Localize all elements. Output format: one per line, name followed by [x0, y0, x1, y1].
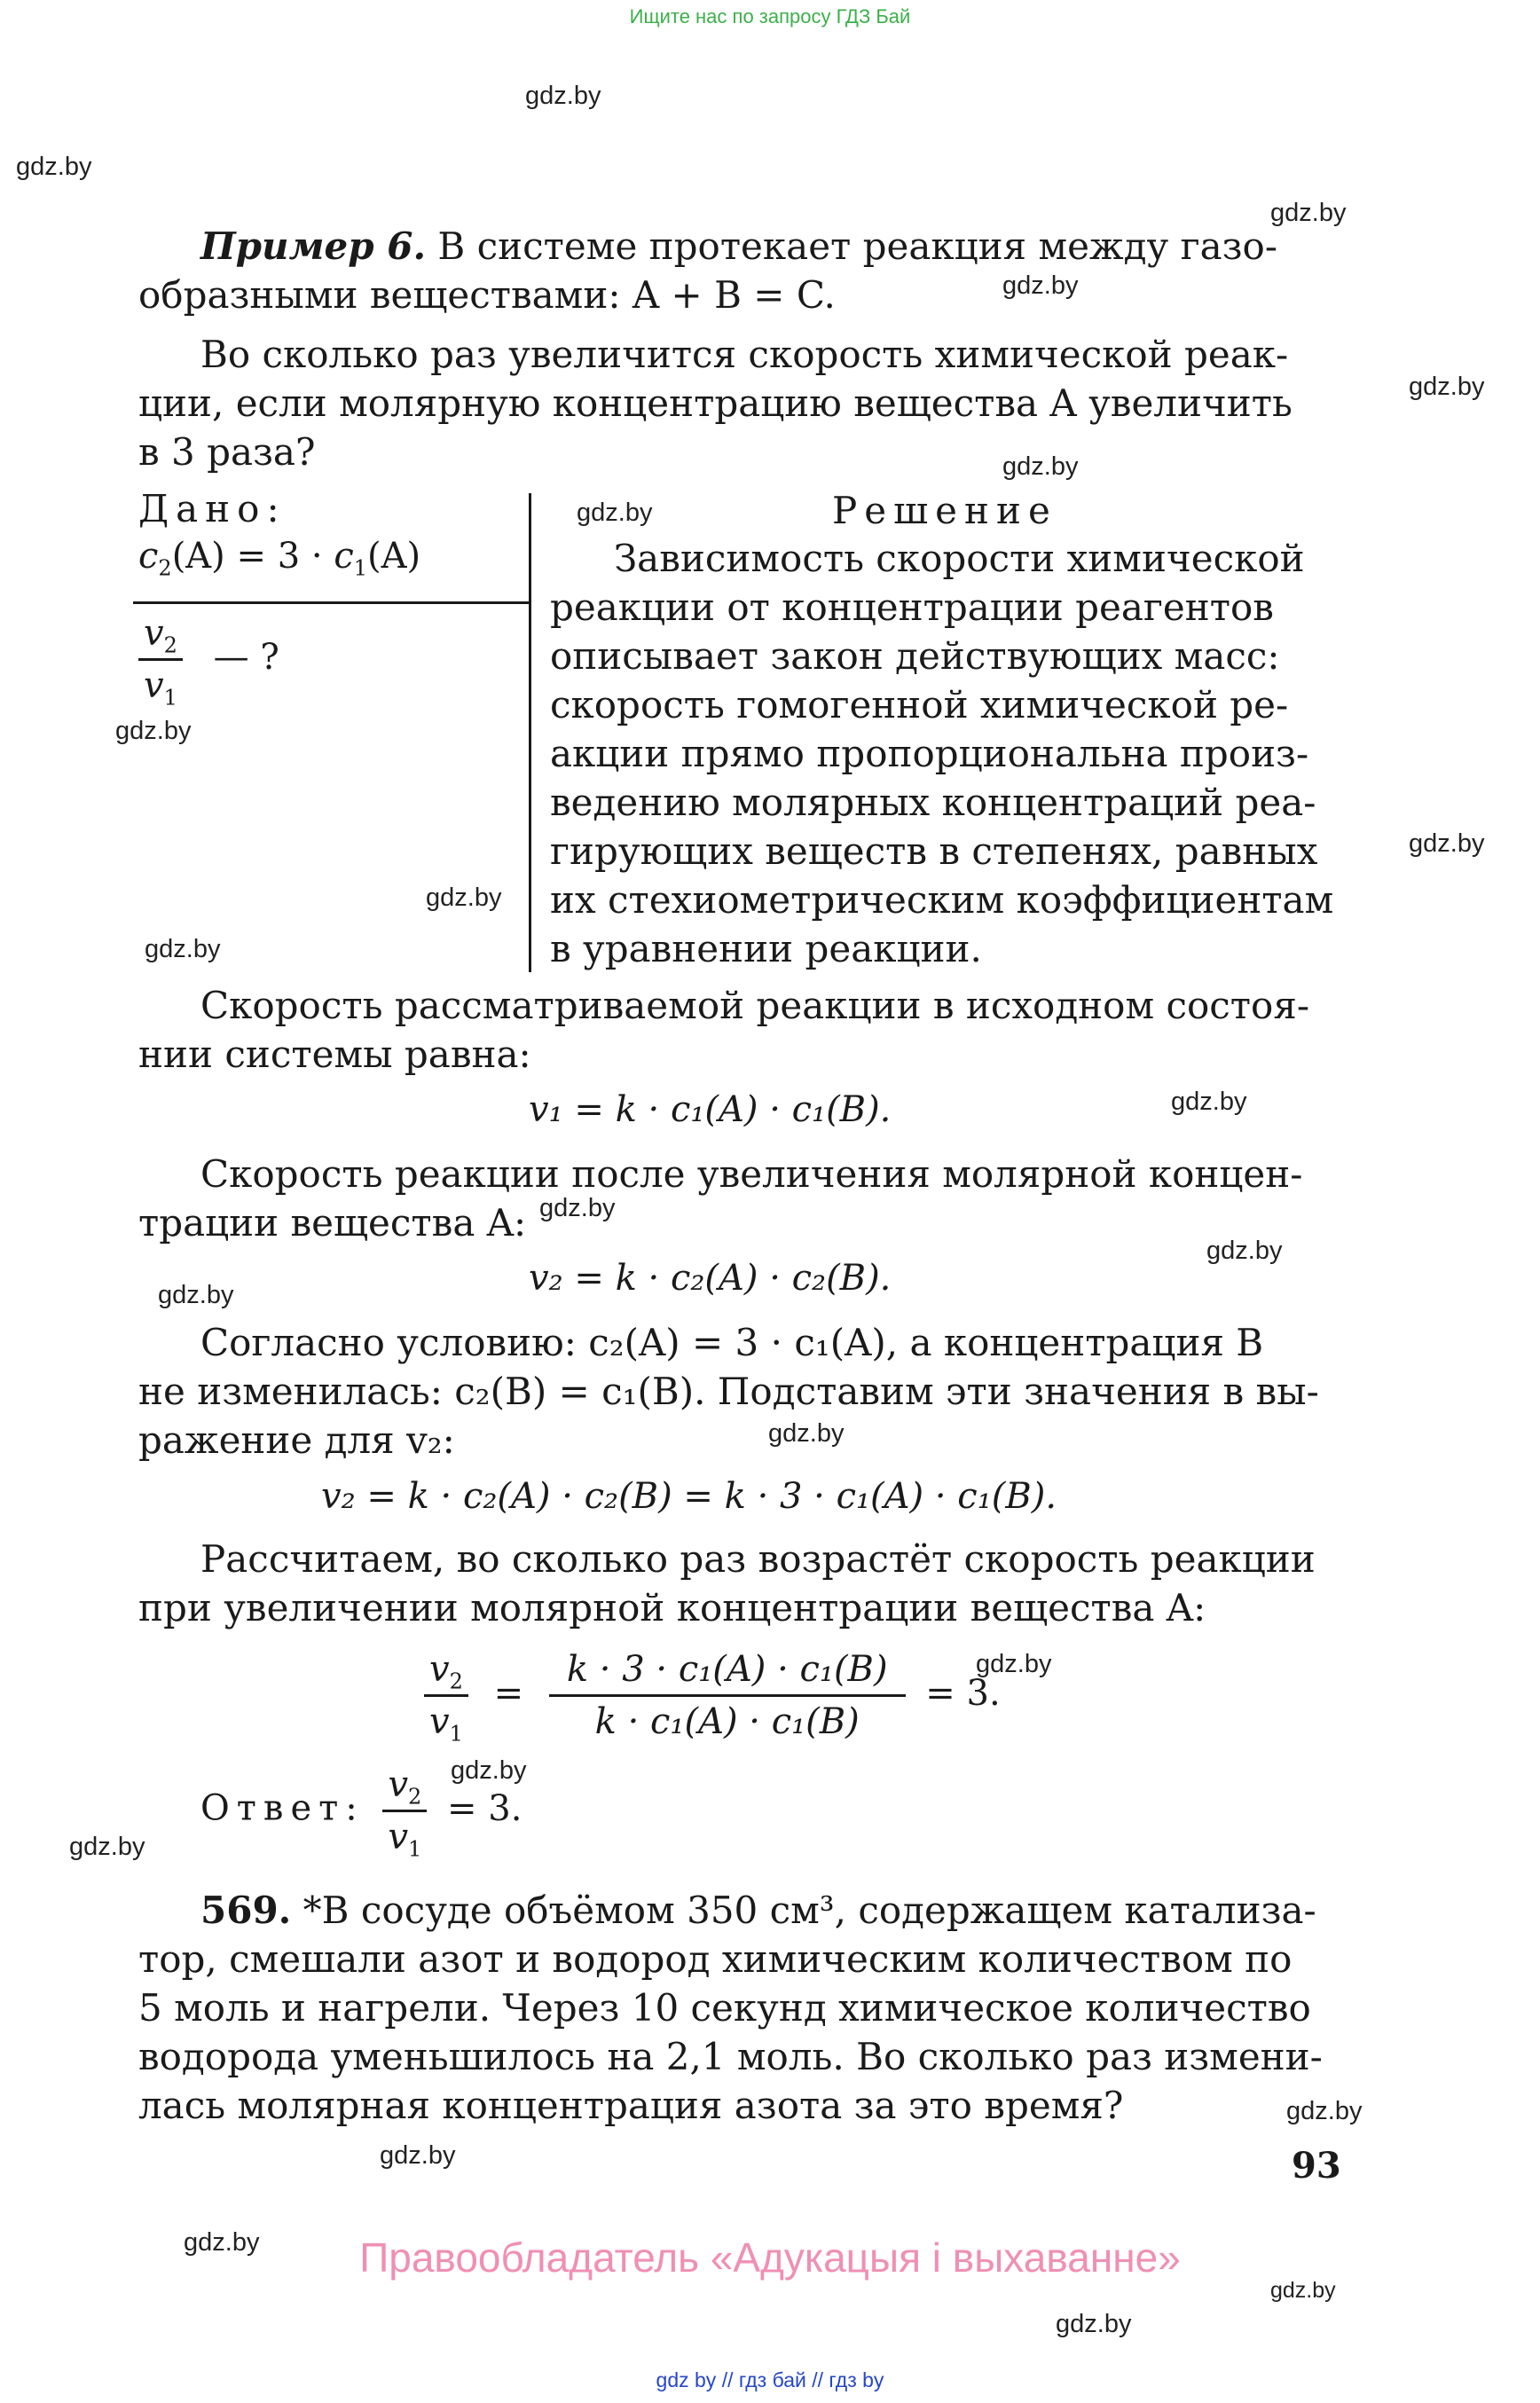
answer-result: = 3. — [447, 1787, 522, 1829]
solution-line: скорость гомогенной химической ре- — [550, 683, 1289, 726]
watermark: gdz.by — [1002, 271, 1079, 300]
find-tail: — ? — [213, 636, 279, 678]
example-line-2: образными веществами: A + B = C. — [138, 273, 836, 317]
example-label: Пример 6. — [200, 224, 427, 268]
solution-line: акции прямо пропорциональна произ- — [550, 732, 1309, 775]
watermark: gdz.by — [380, 2141, 456, 2170]
paragraph-line: не изменилась: c₂(B) = c₁(B). Подставим эти значения в вы- — [138, 1370, 1319, 1413]
problem-line: лась молярная концентрация азота за это время? — [138, 2084, 1124, 2127]
paragraph-line: при увеличении молярной концентрации вещества A: — [138, 1586, 1206, 1629]
solution-line: их стехиометрическим коэффициентам — [550, 878, 1334, 922]
problem-line: 5 моль и нагрели. Через 10 секунд химическое количество — [138, 1986, 1311, 2030]
answer — [200, 1760, 522, 1862]
watermark: gdz.by — [16, 153, 92, 181]
problem-number: 569. — [200, 1889, 292, 1932]
watermark: gdz.by — [525, 82, 601, 110]
given-divider — [133, 601, 529, 604]
paragraph-line: трации вещества A: — [138, 1201, 527, 1245]
watermark: gdz.by — [577, 499, 653, 527]
problem-text: *В сосуде объёмом 350 см³, содержащем катализа- — [291, 1889, 1316, 1932]
watermark: gdz.by — [1270, 199, 1347, 227]
given-rhs-sub: 1 — [353, 555, 368, 581]
watermark: gdz.by — [1409, 829, 1485, 858]
formula-v2-substituted: v₂ = k · c₂(A) · c₂(B) = k · 3 · c₁(A) · c₁(B). — [321, 1476, 1057, 1517]
solution-line: реакции от концентрации реагентов — [550, 585, 1274, 629]
watermark: gdz.by — [976, 1650, 1052, 1678]
question-line: ции, если молярную концентрацию вещества A увеличить — [138, 381, 1292, 425]
watermark: gdz.by — [1056, 2310, 1132, 2338]
watermark: gdz.by — [768, 1419, 845, 1448]
paragraph-line: Рассчитаем, во сколько раз возрастёт скорость реакции — [200, 1537, 1316, 1581]
copyright-notice: Правообладатель «Адукацыя і выхаванне» — [359, 2234, 1181, 2281]
given-rhs: c — [334, 536, 354, 577]
watermark: gdz.by — [69, 1833, 145, 1861]
watermark: gdz.by — [426, 883, 502, 912]
paragraph-line: Скорость рассматриваемой реакции в исходном состоя- — [200, 984, 1310, 1027]
paragraph-line: Скорость реакции после увеличения молярной концен- — [200, 1152, 1303, 1196]
problem-line: тор, смешали азот и водород химическим количеством по — [138, 1937, 1292, 1981]
ratio-numerator: k · 3 · c₁(A) · c₁(B) — [549, 1645, 906, 1697]
question-line: в 3 раза? — [138, 430, 316, 474]
solution-line: описывает закон действующих масс: — [550, 634, 1280, 678]
solution-line: Зависимость скорости химической — [614, 537, 1305, 580]
solution-line: гирующих веществ в степенях, равных — [550, 829, 1318, 873]
watermark: gdz.by — [1206, 1237, 1283, 1265]
paragraph-line: нии системы равна: — [138, 1033, 531, 1076]
watermark: gdz.by — [1270, 2278, 1336, 2303]
given-rhs-arg: (A) — [367, 536, 421, 577]
watermark: gdz.by — [1409, 373, 1485, 401]
given-condition — [138, 536, 421, 581]
given-title: Дано: — [138, 487, 287, 530]
ratio-formula — [424, 1645, 1001, 1747]
watermark: gdz.by — [539, 1194, 616, 1222]
question-line: Во сколько раз увеличится скорость химической реак- — [200, 333, 1289, 376]
top-banner[interactable]: Ищите нас по запросу ГДЗ Бай — [629, 5, 911, 27]
solution-line: ведению молярных концентраций реа- — [550, 781, 1316, 824]
problem-line-1 — [200, 1886, 1316, 1935]
given-lhs-sub: 2 — [158, 555, 172, 581]
ratio-denominator: k · c₁(A) · c₁(B) — [594, 1701, 860, 1742]
footer-links[interactable]: gdz by // гдз бай // гдз by — [656, 2368, 884, 2391]
ratio-left-fraction: $\frac{v_2}{v_1}$ — [424, 1645, 468, 1747]
solution-line: в уравнении реакции. — [550, 927, 982, 970]
ratio-result: = 3. — [925, 1672, 1001, 1714]
watermark: gdz.by — [158, 1281, 234, 1309]
solution-title: Решение — [832, 489, 1057, 532]
given-lhs: c — [138, 536, 159, 577]
watermark: gdz.by — [115, 717, 192, 745]
paragraph-line: ражение для v₂: — [138, 1418, 455, 1462]
ratio-right-fraction — [549, 1645, 906, 1747]
watermark: gdz.by — [451, 1756, 527, 1785]
given-lhs-arg: (A) = 3 · — [171, 536, 334, 577]
page-number: 93 — [1292, 2145, 1341, 2187]
watermark: gdz.by — [145, 935, 221, 963]
find-quantity — [138, 609, 279, 711]
formula-v2: v₂ = k · c₂(A) · c₂(B). — [529, 1258, 892, 1299]
watermark: gdz.by — [1002, 452, 1079, 481]
equals-sign: = — [493, 1672, 524, 1714]
watermark: gdz.by — [1286, 2097, 1363, 2125]
answer-label: Ответ: — [200, 1787, 365, 1829]
problem-line: водорода уменьшилось на 2,1 моль. Во сколько раз измени- — [138, 2035, 1323, 2078]
paragraph-line: Согласно условию: c₂(A) = 3 · c₁(A), а концентрация B — [200, 1321, 1264, 1364]
example-text: В системе протекает реакция между газо- — [426, 224, 1278, 268]
example-line-1 — [200, 222, 1277, 271]
answer-fraction: $\frac{v_2}{v_1}$ — [382, 1760, 427, 1862]
given-vertical-divider — [529, 493, 531, 972]
watermark: gdz.by — [1171, 1088, 1247, 1116]
formula-v1: v₁ = k · c₁(A) · c₁(B). — [529, 1089, 892, 1130]
watermark: gdz.by — [184, 2228, 260, 2257]
find-fraction: $\frac{v_2}{v_1}$ — [138, 609, 183, 711]
